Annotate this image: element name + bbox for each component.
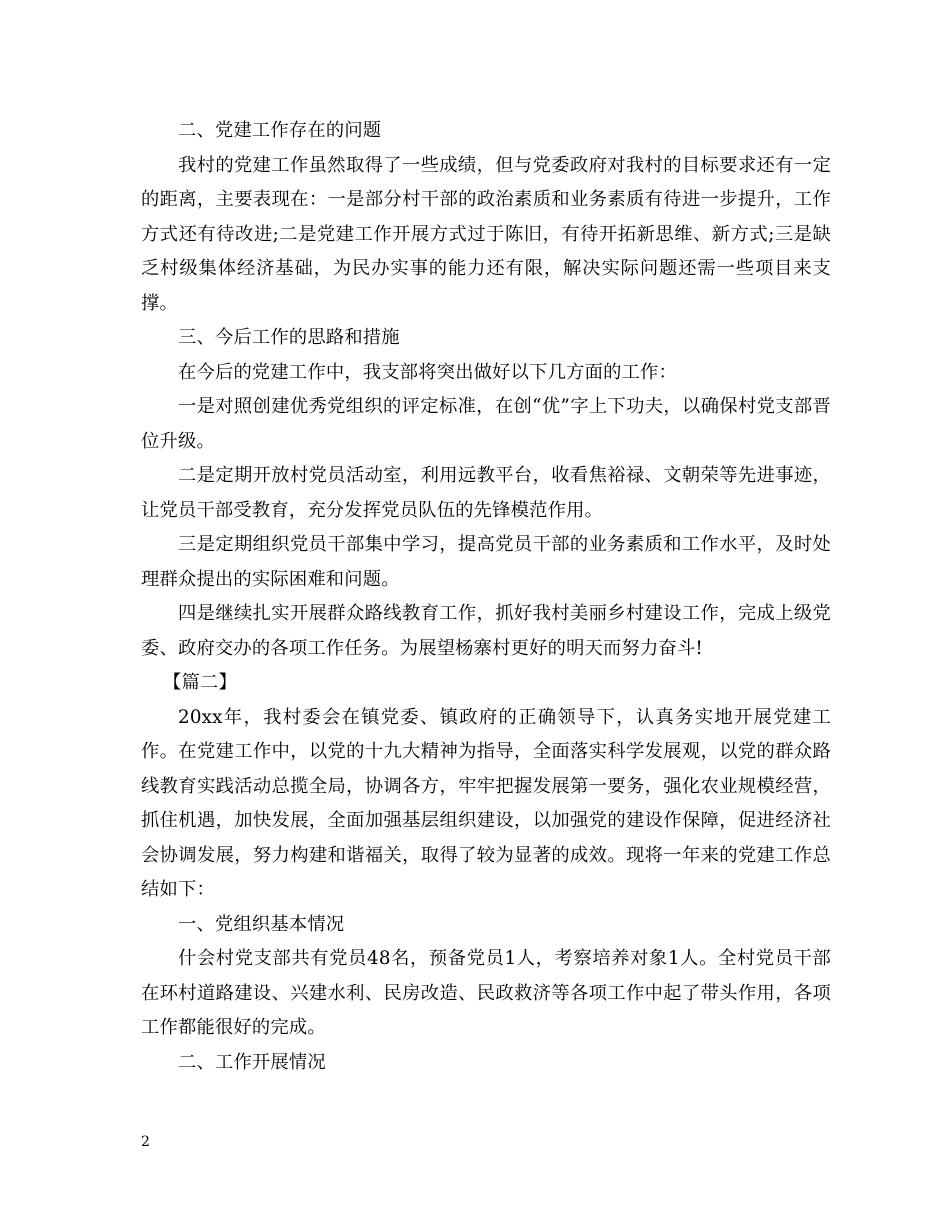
paragraph: 二是定期开放村党员活动室，利用远教平台，收看焦裕禄、文朝荣等先进事迹，让党员干部受教育，充分发挥党员队伍的先锋模范作用。 [141, 465, 831, 521]
document-body [141, 114, 831, 1080]
paragraph: 三是定期组织党员干部集中学习，提高党员干部的业务素质和工作水平，及时处理群众提出的实际困难和问题。 [141, 534, 831, 590]
section-heading: 一、党组织基本情况 [178, 913, 345, 935]
paragraph: 20xx年，我村委会在镇党委、镇政府的正确领导下，认真务实地开展党建工作。在党建工作中，以党的十九大精神为指导，全面落实科学发展观，以党的群众路线教育实践活动总揽全局，协调各方，牢牢把握发展第一要务，强化农业规模经营，抓住机遇，加快发展，全面加强基层组织建设，以加强党的建设作保障，促进经济社会协调发展，努力构建和谐福关，取得了较为显著的成效。现将一年来的党建工作总结如下： [141, 706, 831, 900]
paragraph: 在今后的党建工作中，我支部将突出做好以下几方面的工作： [178, 361, 677, 383]
paragraph: 什会村党支部共有党员48名，预备党员1人，考察培养对象1人。全村党员干部在环村道路建设、兴建水利、民房改造、民政救济等各项工作中起了带头作用，各项工作都能很好的完成。 [141, 948, 831, 1038]
section-heading: 二、工作开展情况 [178, 1051, 326, 1073]
paragraph: 我村的党建工作虽然取得了一些成绩，但与党委政府对我村的目标要求还有一定的距离，主要表现在：一是部分村干部的政治素质和业务素质有待进一步提升，工作方式还有待改进;二是党建工作开展方式过于陈旧，有待开拓新思维、新方式;三是缺乏村级集体经济基础，为民办实事的能力还有限，解决实际问题还需一些项目来支撑。 [141, 154, 831, 314]
page-number: 2 [141, 1134, 150, 1150]
section-heading: 三、今后工作的思路和措施 [178, 327, 400, 348]
section-heading: 二、党建工作存在的问题 [178, 120, 382, 141]
paragraph: 四是继续扎实开展群众路线教育工作，抓好我村美丽乡村建设工作，完成上级党委、政府交办的各项工作任务。为展望杨寨村更好的明天而努力奋斗! [141, 603, 831, 659]
paragraph: 一是对照创建优秀党组织的评定标准，在创“优”字上下功夫，以确保村党支部晋位升级。 [141, 396, 831, 452]
section-title: 【篇二】 [163, 672, 237, 693]
